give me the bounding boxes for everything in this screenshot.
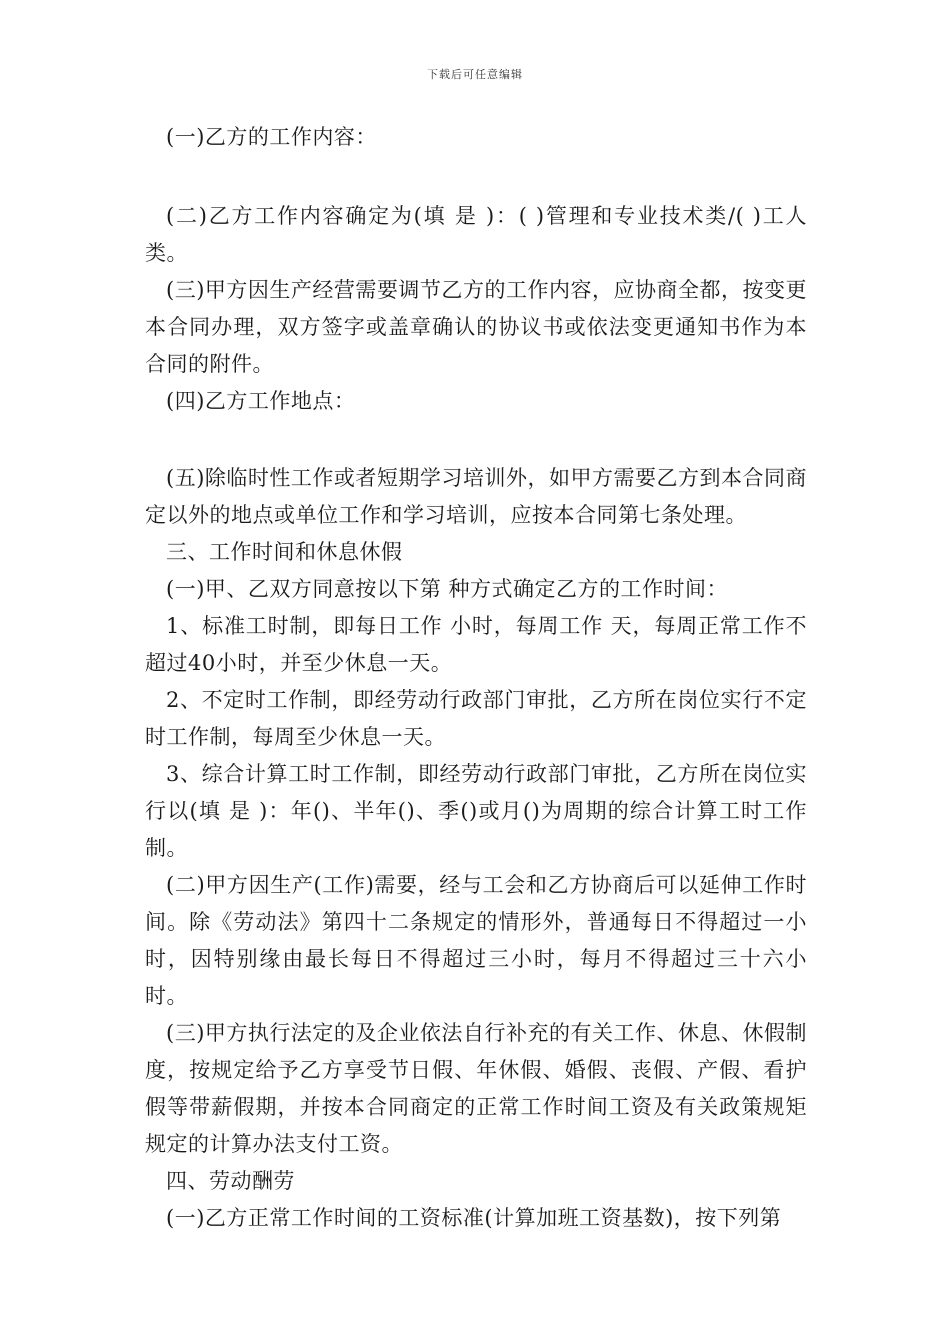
paragraph-work-time-method: (一)甲、乙双方同意按以下第 种方式确定乙方的工作时间： <box>166 577 729 601</box>
paragraph-work-change: (三)甲方因生产经营需要调节乙方的工作内容，应协商全都，按变更本合同办理，双方签字或盖章确认的协议书或依法变更通知书作为本合同的附件。 <box>145 278 807 376</box>
paragraph-work-content: (一)乙方的工作内容： <box>166 125 377 149</box>
page-header-note: 下载后可任意编辑 <box>427 68 523 81</box>
list-item-flexible-hours: 2、不定时工作制，即经劳动行政部门审批，乙方所在岗位实行不定时工作制，每周至少休息一天。 <box>145 688 807 749</box>
paragraph-holidays: (三)甲方执行法定的及企业依法自行补充的有关工作、休息、休假制度，按规定给予乙方享受节日假、年休假、婚假、丧假、产假、看护假等带薪假期，并按本合同商定的正常工作时间工资及有关政策规矩规定的计算办法支付工资。 <box>145 1021 807 1156</box>
document-body <box>145 119 807 1237</box>
paragraph-work-location: (四)乙方工作地点： <box>166 389 356 413</box>
list-item-comprehensive-hours: 3、综合计算工时工作制，即经劳动行政部门审批，乙方所在岗位实行以(填 是 )：年()、半年()、季()或月()为周期的综合计算工时工作制。 <box>145 762 807 860</box>
paragraph-training: (五)除临时性工作或者短期学习培训外，如甲方需要乙方到本合同商定以外的地点或单位工作和学习培训，应按本合同第七条处理。 <box>145 466 807 527</box>
list-item-standard-hours: 1、标准工时制，即每日工作 小时，每周工作 天，每周正常工作不超过40小时，并至少休息一天。 <box>145 614 807 675</box>
paragraph-overtime: (二)甲方因生产(工作)需要，经与工会和乙方协商后可以延伸工作时间。除《劳动法》第四十二条规定的情形外，普通每日不得超过一小时，因特别缘由最长每日不得超过三小时，每月不得超过三十六小时。 <box>145 873 807 1008</box>
paragraph-work-type: (二)乙方工作内容确定为(填 是 )：( )管理和专业技术类/( )工人类。 <box>145 204 807 265</box>
section-heading-remuneration: 四、劳动酬劳 <box>166 1169 295 1193</box>
section-heading-work-time: 三、工作时间和休息休假 <box>166 540 403 564</box>
paragraph-wage-standard: (一)乙方正常工作时间的工资标准(计算加班工资基数)，按下列第 <box>166 1206 782 1230</box>
